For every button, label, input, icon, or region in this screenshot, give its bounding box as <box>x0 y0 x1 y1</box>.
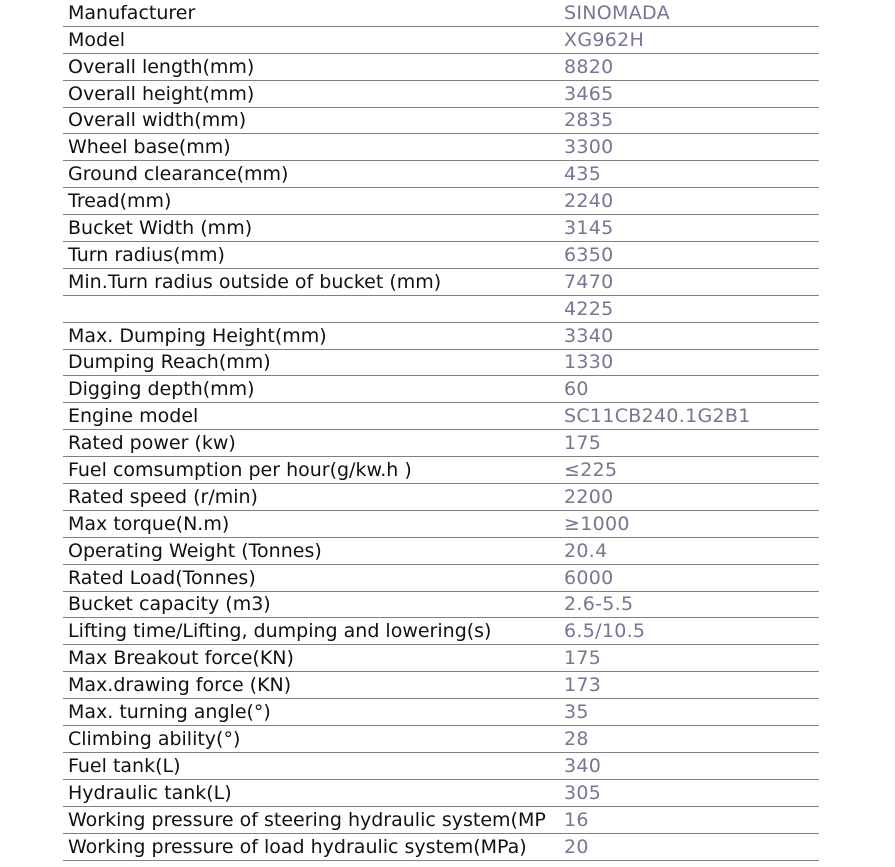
spec-label: Operating Weight (Tonnes) <box>63 537 560 564</box>
spec-row <box>63 242 819 269</box>
spec-value: 60 <box>560 376 819 403</box>
spec-value: 2835 <box>560 107 819 134</box>
spec-label: Climbing ability(°) <box>63 726 560 753</box>
spec-value: 4225 <box>560 295 819 322</box>
spec-label: Lifting time/Lifting, dumping and lowering(s) <box>63 618 560 645</box>
spec-value: 7470 <box>560 268 819 295</box>
spec-value: 173 <box>560 672 819 699</box>
spec-label: Max. turning angle(°) <box>63 699 560 726</box>
spec-row <box>63 591 819 618</box>
spec-row <box>63 618 819 645</box>
spec-table <box>63 0 819 861</box>
spec-label: Hydraulic tank(L) <box>63 779 560 806</box>
spec-label: Tread(mm) <box>63 188 560 215</box>
spec-row <box>63 215 819 242</box>
spec-value: 35 <box>560 699 819 726</box>
spec-label: Rated Load(Tonnes) <box>63 564 560 591</box>
spec-value: 8820 <box>560 53 819 80</box>
spec-row <box>63 161 819 188</box>
spec-row <box>63 376 819 403</box>
spec-value: SC11CB240.1G2B1 <box>560 403 819 430</box>
spec-row <box>63 672 819 699</box>
spec-value: 305 <box>560 779 819 806</box>
spec-label: Overall height(mm) <box>63 80 560 107</box>
spec-row <box>63 268 819 295</box>
spec-label: Working pressure of steering hydraulic system(MP <box>63 806 560 833</box>
spec-value: 2200 <box>560 484 819 511</box>
spec-value: SINOMADA <box>560 0 819 26</box>
spec-label: Fuel tank(L) <box>63 752 560 779</box>
spec-row <box>63 537 819 564</box>
spec-row <box>63 322 819 349</box>
spec-label: Bucket capacity (m3) <box>63 591 560 618</box>
spec-label: Digging depth(mm) <box>63 376 560 403</box>
spec-row <box>63 833 819 860</box>
spec-label <box>63 295 560 322</box>
spec-label: Working pressure of load hydraulic system(MPa) <box>63 833 560 860</box>
spec-row <box>63 752 819 779</box>
spec-value: 435 <box>560 161 819 188</box>
spec-label: Max torque(N.m) <box>63 510 560 537</box>
spec-label: Overall width(mm) <box>63 107 560 134</box>
spec-table-body <box>63 0 819 860</box>
spec-value: 3465 <box>560 80 819 107</box>
spec-label: Rated power (kw) <box>63 430 560 457</box>
spec-label: Max Breakout force(KN) <box>63 645 560 672</box>
spec-label: Ground clearance(mm) <box>63 161 560 188</box>
spec-row <box>63 349 819 376</box>
spec-value: 175 <box>560 645 819 672</box>
spec-value: 2.6-5.5 <box>560 591 819 618</box>
spec-value: 16 <box>560 806 819 833</box>
spec-label: Wheel base(mm) <box>63 134 560 161</box>
spec-row <box>63 403 819 430</box>
spec-value: 3145 <box>560 215 819 242</box>
spec-row <box>63 295 819 322</box>
spec-row <box>63 80 819 107</box>
spec-row <box>63 726 819 753</box>
spec-value: 6350 <box>560 242 819 269</box>
spec-value: 3300 <box>560 134 819 161</box>
spec-row <box>63 107 819 134</box>
spec-row <box>63 53 819 80</box>
spec-label: Max. Dumping Height(mm) <box>63 322 560 349</box>
spec-label: Dumping Reach(mm) <box>63 349 560 376</box>
spec-row <box>63 188 819 215</box>
spec-value: ≥1000 <box>560 510 819 537</box>
spec-row <box>63 779 819 806</box>
spec-value: 3340 <box>560 322 819 349</box>
spec-row <box>63 699 819 726</box>
spec-row <box>63 430 819 457</box>
spec-label: Overall length(mm) <box>63 53 560 80</box>
spec-value: 6.5/10.5 <box>560 618 819 645</box>
spec-value: 20.4 <box>560 537 819 564</box>
spec-value: 340 <box>560 752 819 779</box>
spec-value: XG962H <box>560 26 819 53</box>
spec-value: 28 <box>560 726 819 753</box>
spec-label: Manufacturer <box>63 0 560 26</box>
spec-label: Rated speed (r/min) <box>63 484 560 511</box>
spec-row <box>63 0 819 26</box>
spec-label: Min.Turn radius outside of bucket (mm) <box>63 268 560 295</box>
spec-row <box>63 26 819 53</box>
spec-label: Bucket Width (mm) <box>63 215 560 242</box>
spec-row <box>63 484 819 511</box>
spec-row <box>63 564 819 591</box>
spec-value: 1330 <box>560 349 819 376</box>
spec-label: Model <box>63 26 560 53</box>
spec-label: Max.drawing force (KN) <box>63 672 560 699</box>
spec-label: Fuel comsumption per hour(g/kw.h ) <box>63 457 560 484</box>
spec-row <box>63 806 819 833</box>
spec-row <box>63 134 819 161</box>
spec-row <box>63 645 819 672</box>
spec-value: 20 <box>560 833 819 860</box>
spec-value: ≤225 <box>560 457 819 484</box>
spec-row <box>63 457 819 484</box>
spec-value: 2240 <box>560 188 819 215</box>
spec-value: 6000 <box>560 564 819 591</box>
spec-value: 175 <box>560 430 819 457</box>
spec-label: Turn radius(mm) <box>63 242 560 269</box>
spec-label: Engine model <box>63 403 560 430</box>
spec-row <box>63 510 819 537</box>
